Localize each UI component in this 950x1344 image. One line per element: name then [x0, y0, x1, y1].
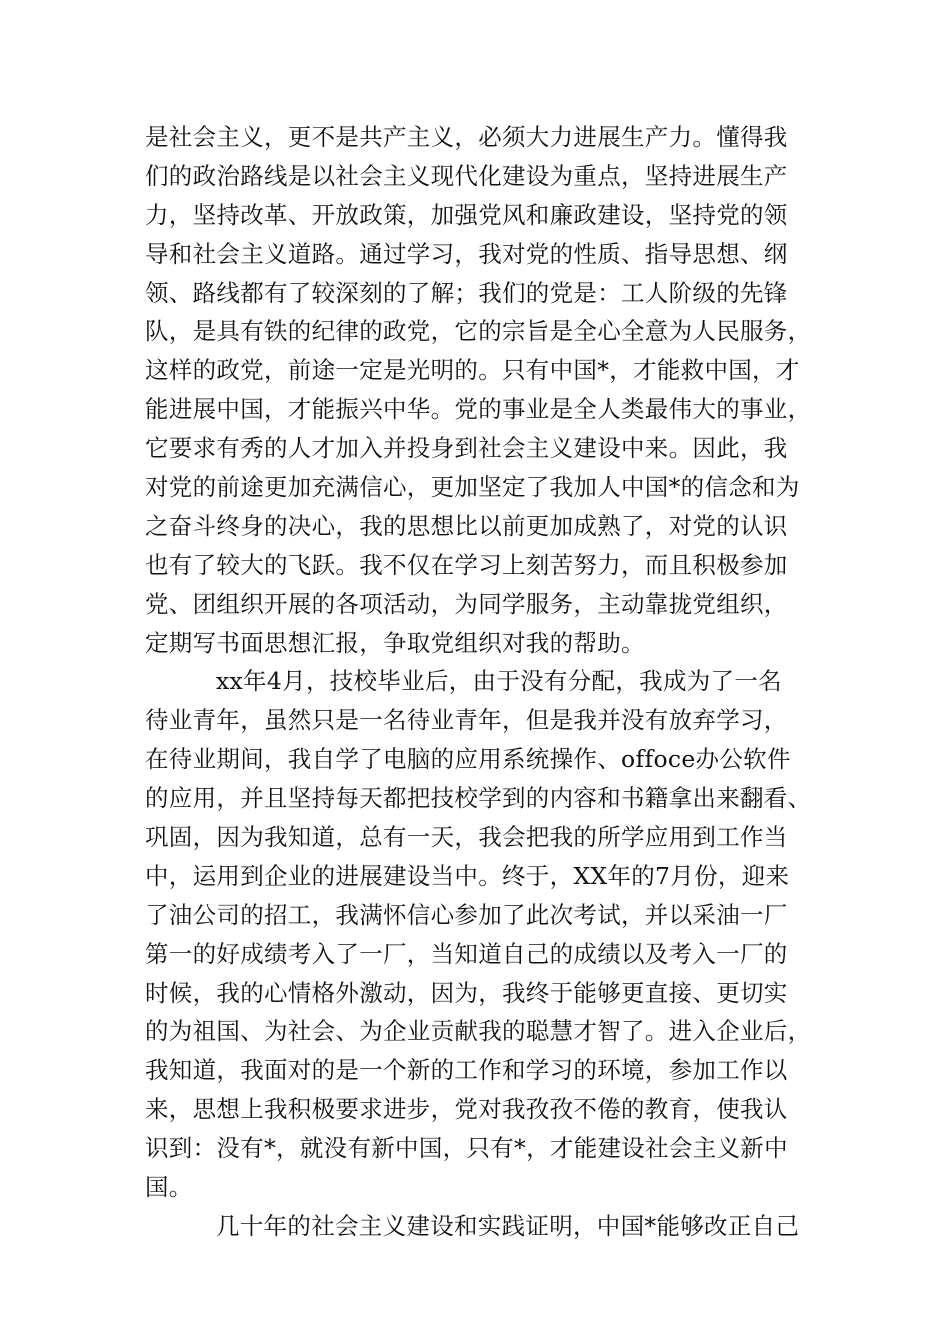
text-line: 巩固，因为我知道，总有一天，我会把我的所学应用到工作当 [145, 823, 788, 852]
text-line: 们的政治路线是以社会主义现代化建设为重点，坚持进展生产 [145, 161, 788, 190]
text-line: 能进展中国，才能振兴中华。党的事业是全人类最伟大的事业， [145, 395, 812, 424]
text-line: 党、团组织开展的各项活动，为同学服务，主动靠拢党组织， [145, 589, 788, 618]
document-body [145, 118, 815, 1246]
text-line: 对党的前途更加充满信心，更加坚定了我加人中国*的信念和为 [145, 473, 800, 502]
paragraph-start-line: 几十年的社会主义建设和实践证明，中国*能够改正自己 [216, 1211, 800, 1240]
paragraph-start-line: xx年4月，技校毕业后，由于没有分配，我成为了一名 [216, 667, 782, 696]
text-line: 第一的好成绩考入了一厂，当知道自己的成绩以及考入一厂的 [145, 939, 788, 968]
text-line: 了油公司的招工，我满怀信心参加了此次考试，并以采油一厂 [145, 900, 788, 929]
text-line: 我知道，我面对的是一个新的工作和学习的环境，参加工作以 [145, 1056, 788, 1085]
text-line: 来，思想上我积极要求进步，党对我孜孜不倦的教育，使我认 [145, 1095, 788, 1124]
text-line: 时候，我的心情格外激动，因为，我终于能够更直接、更切实 [145, 978, 788, 1007]
text-line: 识到：没有*，就没有新中国，只有*，才能建设社会主义新中 [145, 1134, 788, 1163]
text-line: 国。 [145, 1173, 193, 1202]
text-line: 是社会主义，更不是共产主义，必须大力进展生产力。懂得我 [145, 123, 788, 151]
text-line: 的为祖国、为社会、为企业贡献我的聪慧才智了。进入企业后， [145, 1017, 812, 1046]
text-line: 它要求有秀的人才加入并投身到社会主义建设中来。因此，我 [145, 434, 788, 463]
text-line: 这样的政党，前途一定是光明的。只有中国*，才能救中国，才 [145, 356, 800, 385]
text-line: 导和社会主义道路。通过学习，我对党的性质、指导思想、纲 [145, 239, 788, 268]
text-line: 之奋斗终身的决心，我的思想比以前更加成熟了，对党的认识 [145, 511, 788, 540]
text-line: 中，运用到企业的进展建设当中。终于，XX年的7月份，迎来 [145, 861, 790, 890]
text-line: 力，坚持改革、开放政策，加强党风和廉政建设，坚持党的领 [145, 200, 788, 229]
text-line: 领、路线都有了较深刻的了解；我们的党是：工人阶级的先锋 [145, 278, 788, 307]
text-line: 的应用，并且坚持每天都把技校学到的内容和书籍拿出来翻看、 [145, 784, 812, 813]
text-line: 待业青年，虽然只是一名待业青年，但是我并没有放弃学习， [145, 706, 788, 735]
text-line: 也有了较大的飞跃。我不仅在学习上刻苦努力，而且积极参加 [145, 550, 788, 579]
text-line: 定期写书面思想汇报，争取党组织对我的帮助。 [145, 628, 645, 657]
text-line: 队，是具有铁的纪律的政党，它的宗旨是全心全意为人民服务， [145, 317, 812, 346]
text-line: 在待业期间，我自学了电脑的应用系统操作、offoce办公软件 [145, 745, 791, 774]
